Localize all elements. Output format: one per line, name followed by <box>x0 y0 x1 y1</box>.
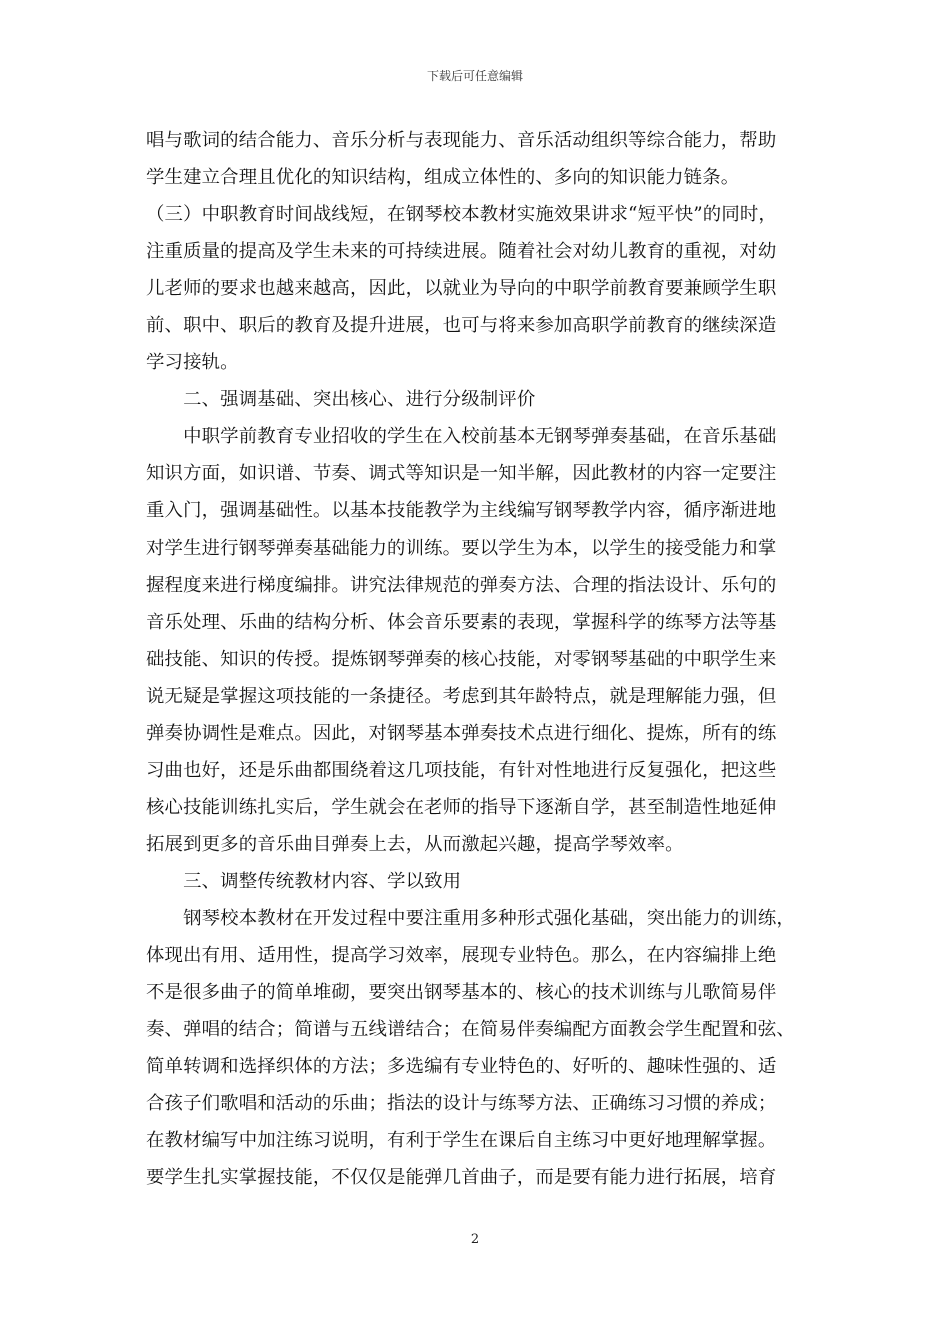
text-line: 前、职中、职后的教育及提升进展，也可与将来参加高职学前教育的继续深造 <box>146 315 777 337</box>
text-line: 二、强调基础、突出核心、进行分级制评价 <box>146 389 536 411</box>
text-line: 弹奏协调性是难点。因此，对钢琴基本弹奏技术点进行细化、提炼，所有的练 <box>146 722 777 744</box>
text-line: 要学生扎实掌握技能，不仅仅是能弹几首曲子，而是要有能力进行拓展，培育 <box>146 1167 777 1189</box>
text-line: 知识方面，如识谱、节奏、调式等知识是一知半解，因此教材的内容一定要注 <box>146 463 777 485</box>
text-line: 不是很多曲子的简单堆砌，要突出钢琴基本的、核心的技术训练与儿歌简易伴 <box>146 982 777 1004</box>
text-line: 钢琴校本教材在开发过程中要注重用多种形式强化基础，突出能力的训练， <box>146 907 795 929</box>
text-line: 础技能、知识的传授。提炼钢琴弹奏的核心技能，对零钢琴基础的中职学生来 <box>146 648 777 670</box>
text-line: 学生建立合理且优化的知识结构，组成立体性的、多向的知识能力链条。 <box>146 167 740 189</box>
page-header: 下载后可任意编辑 <box>426 69 523 83</box>
page-number: 2 <box>470 1232 480 1247</box>
text-line: （三）中职教育时间战线短，在钢琴校本教材实施效果讲求“短平快”的同时， <box>146 204 777 226</box>
text-line: 习曲也好，还是乐曲都围绕着这几项技能，有针对性地进行反复强化，把这些 <box>146 759 777 781</box>
text-line: 合孩子们歌唱和活动的乐曲；指法的设计与练琴方法、正确练习习惯的养成； <box>146 1093 777 1115</box>
document-body <box>146 122 808 1196</box>
text-line: 核心技能训练扎实后，学生就会在老师的指导下逐渐自学，甚至制造性地延伸 <box>146 796 777 818</box>
text-line: 儿老师的要求也越来越高，因此，以就业为导向的中职学前教育要兼顾学生职 <box>146 278 777 300</box>
text-line: 握程度来进行梯度编排。讲究法律规范的弹奏方法、合理的指法设计、乐句的 <box>146 574 777 596</box>
text-line: 音乐处理、乐曲的结构分析、体会音乐要素的表现，掌握科学的练琴方法等基 <box>146 611 777 633</box>
text-line: 简单转调和选择织体的方法；多选编有专业特色的、好听的、趣味性强的、适 <box>146 1056 777 1078</box>
text-line: 奏、弹唱的结合；简谱与五线谱结合；在简易伴奏编配方面教会学生配置和弦、 <box>146 1019 795 1041</box>
text-line: 体现出有用、适用性，提高学习效率，展现专业特色。那么，在内容编排上绝 <box>146 945 777 967</box>
text-line: 拓展到更多的音乐曲目弹奏上去，从而激起兴趣，提高学琴效率。 <box>146 833 684 855</box>
text-line: 唱与歌词的结合能力、音乐分析与表现能力、音乐活动组织等综合能力，帮助 <box>146 130 777 151</box>
text-line: 三、调整传统教材内容、学以致用 <box>146 870 462 892</box>
text-line: 说无疑是掌握这项技能的一条捷径。考虑到其年龄特点，就是理解能力强，但 <box>146 685 777 707</box>
text-line: 在教材编写中加注练习说明，有利于学生在课后自主练习中更好地理解掌握。 <box>146 1130 777 1152</box>
text-line: 对学生进行钢琴弹奏基础能力的训练。要以学生为本，以学生的接受能力和掌 <box>146 537 777 559</box>
text-line: 注重质量的提高及学生未来的可持续进展。随着社会对幼儿教育的重视，对幼 <box>146 241 777 263</box>
text-line: 中职学前教育专业招收的学生在入校前基本无钢琴弹奏基础，在音乐基础 <box>146 426 777 448</box>
text-line: 学习接轨。 <box>146 352 239 374</box>
text-line: 重入门，强调基础性。以基本技能教学为主线编写钢琴教学内容，循序渐进地 <box>146 500 777 522</box>
